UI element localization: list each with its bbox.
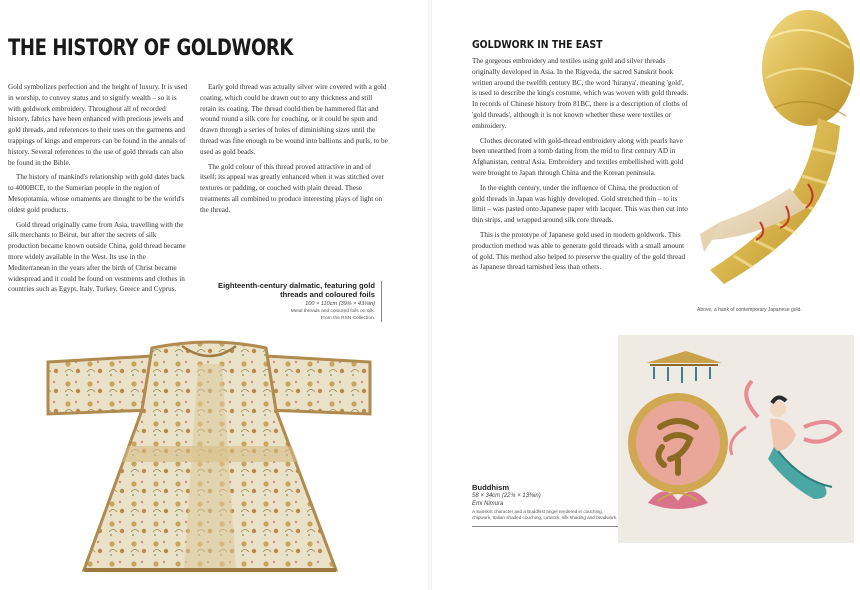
paragraph: Gold symbolizes perfection and the height of luxury. It is used in worship, to convey status and to signify wealth – so it is with goldwork embroidery. Throughout all of recorded history, fabrics have been enhanced with precious jewels and gold threads, and references to their uses on the garments and trappings of kings and emperors can be found in the annals of history. Several references to the use of gold threads can also be found in the Bible. bbox=[8, 83, 188, 167]
gold-thread-hank-image bbox=[690, 8, 855, 298]
thread-image-caption: Above, a hank of contemporary Japanese gold. bbox=[697, 307, 802, 313]
paragraph: Gold thread originally came from Asia, travelling with the silk merchants to Beirut, but after the secrets of silk production became known outside China, gold thread became more widely available in the West. Its use in the Mediterranean in the years after the birth of Christ became widespread and it could be found on vestments and clothes in countries such as Egypt, Italy, Turkey, Greece and Cyprus. bbox=[8, 220, 186, 294]
paragraph: Clothes decorated with gold-thread embroidery along with pearls have been unearthed from a tomb dating from the mid to first century AD in Afghanistan, central Asia. Embroidery and textiles embellished with gold were brought to Japan through China and the Korean peninsula. bbox=[472, 136, 684, 177]
buddhism-embroidery-image bbox=[618, 335, 854, 543]
caption-note: From the RSN Collection. bbox=[320, 316, 375, 321]
caption-dimensions: 100 × 110cm (39⅜ × 43¼in) bbox=[305, 301, 375, 307]
page-title: THE HISTORY OF GOLDWORK bbox=[8, 36, 293, 61]
caption-artist: Emi Nimura bbox=[472, 501, 504, 507]
caption-note: Metal threads and coloured foils on silk. bbox=[290, 309, 375, 314]
caption-title: Eighteenth-century dalmatic, featuring gold threads and coloured foils bbox=[218, 281, 375, 299]
dalmatic-image bbox=[40, 338, 380, 583]
body-column-3 bbox=[472, 56, 690, 277]
buddhism-caption bbox=[472, 483, 620, 527]
caption-note: A Sanskrit character and a Buddhist angel rendered in couching, chipwork, Italian shaded couching, cutwork, silk shading and beadwork. bbox=[472, 509, 618, 521]
body-column-2 bbox=[200, 82, 388, 220]
caption-title: Buddhism bbox=[472, 483, 510, 492]
paragraph: Early gold thread was actually silver wire covered with a gold coating, which could be drawn out to any thickness and still retain its coating. The thread could then be hammered flat and wound round a silk core for couching, or it could be spun and drawn through a series of holes of diminishing sizes until the thread was fine enough to be wound into ballions and purls, to be used as gold beads. bbox=[200, 83, 388, 156]
book-gutter bbox=[428, 0, 432, 590]
paragraph: This is the prototype of Japanese gold used in modern goldwork. This production method was able to generate gold threads with a small amount of gold. This method also helped to preserve the quality of the gold thread as Japanese thread tarnished less than others. bbox=[472, 230, 686, 272]
paragraph: The gold colour of this thread proved attractive in and of itself; its appeal was greatly enhanced when it was stitched over textures or padding, or couched with plain thread. These treatments all combined to produce interesting plays of light on the thread. bbox=[200, 162, 385, 214]
paragraph: In the eighth century, under the influence of China, the production of gold threads in Japan was highly developed. Gold stretched thin – to its limit – was pasted onto Japanese paper with lacquer. This was then cut into thin strips, and wrapped around silk core threads. bbox=[472, 183, 688, 225]
dalmatic-caption bbox=[210, 281, 382, 322]
paragraph: The history of mankind's relationship with gold dates back to 4000BCE, to the Sumerian people in the region of Mesopotamia, whose ornaments are thought to be the world's oldest gold products. bbox=[8, 173, 185, 214]
body-column-1 bbox=[8, 82, 188, 299]
caption-dimensions: 58 × 34cm (22¾ × 13⅜in) bbox=[472, 493, 541, 499]
paragraph: The gorgeous embroidery and textiles using gold and silver threads originally developed in Asia. In the Rigveda, the sacred Sanskrit book written around the twelfth century BC, the word 'hiranya', meaning 'gold', is used to describe the king's costume, which was woven with gold threads. In records of Chinese history from 81BC, there is a description of cloths of 'gold threads', although it is not known whether these were textiles or embroidery. bbox=[472, 57, 689, 130]
section-heading: GOLDWORK IN THE EAST bbox=[472, 38, 603, 51]
